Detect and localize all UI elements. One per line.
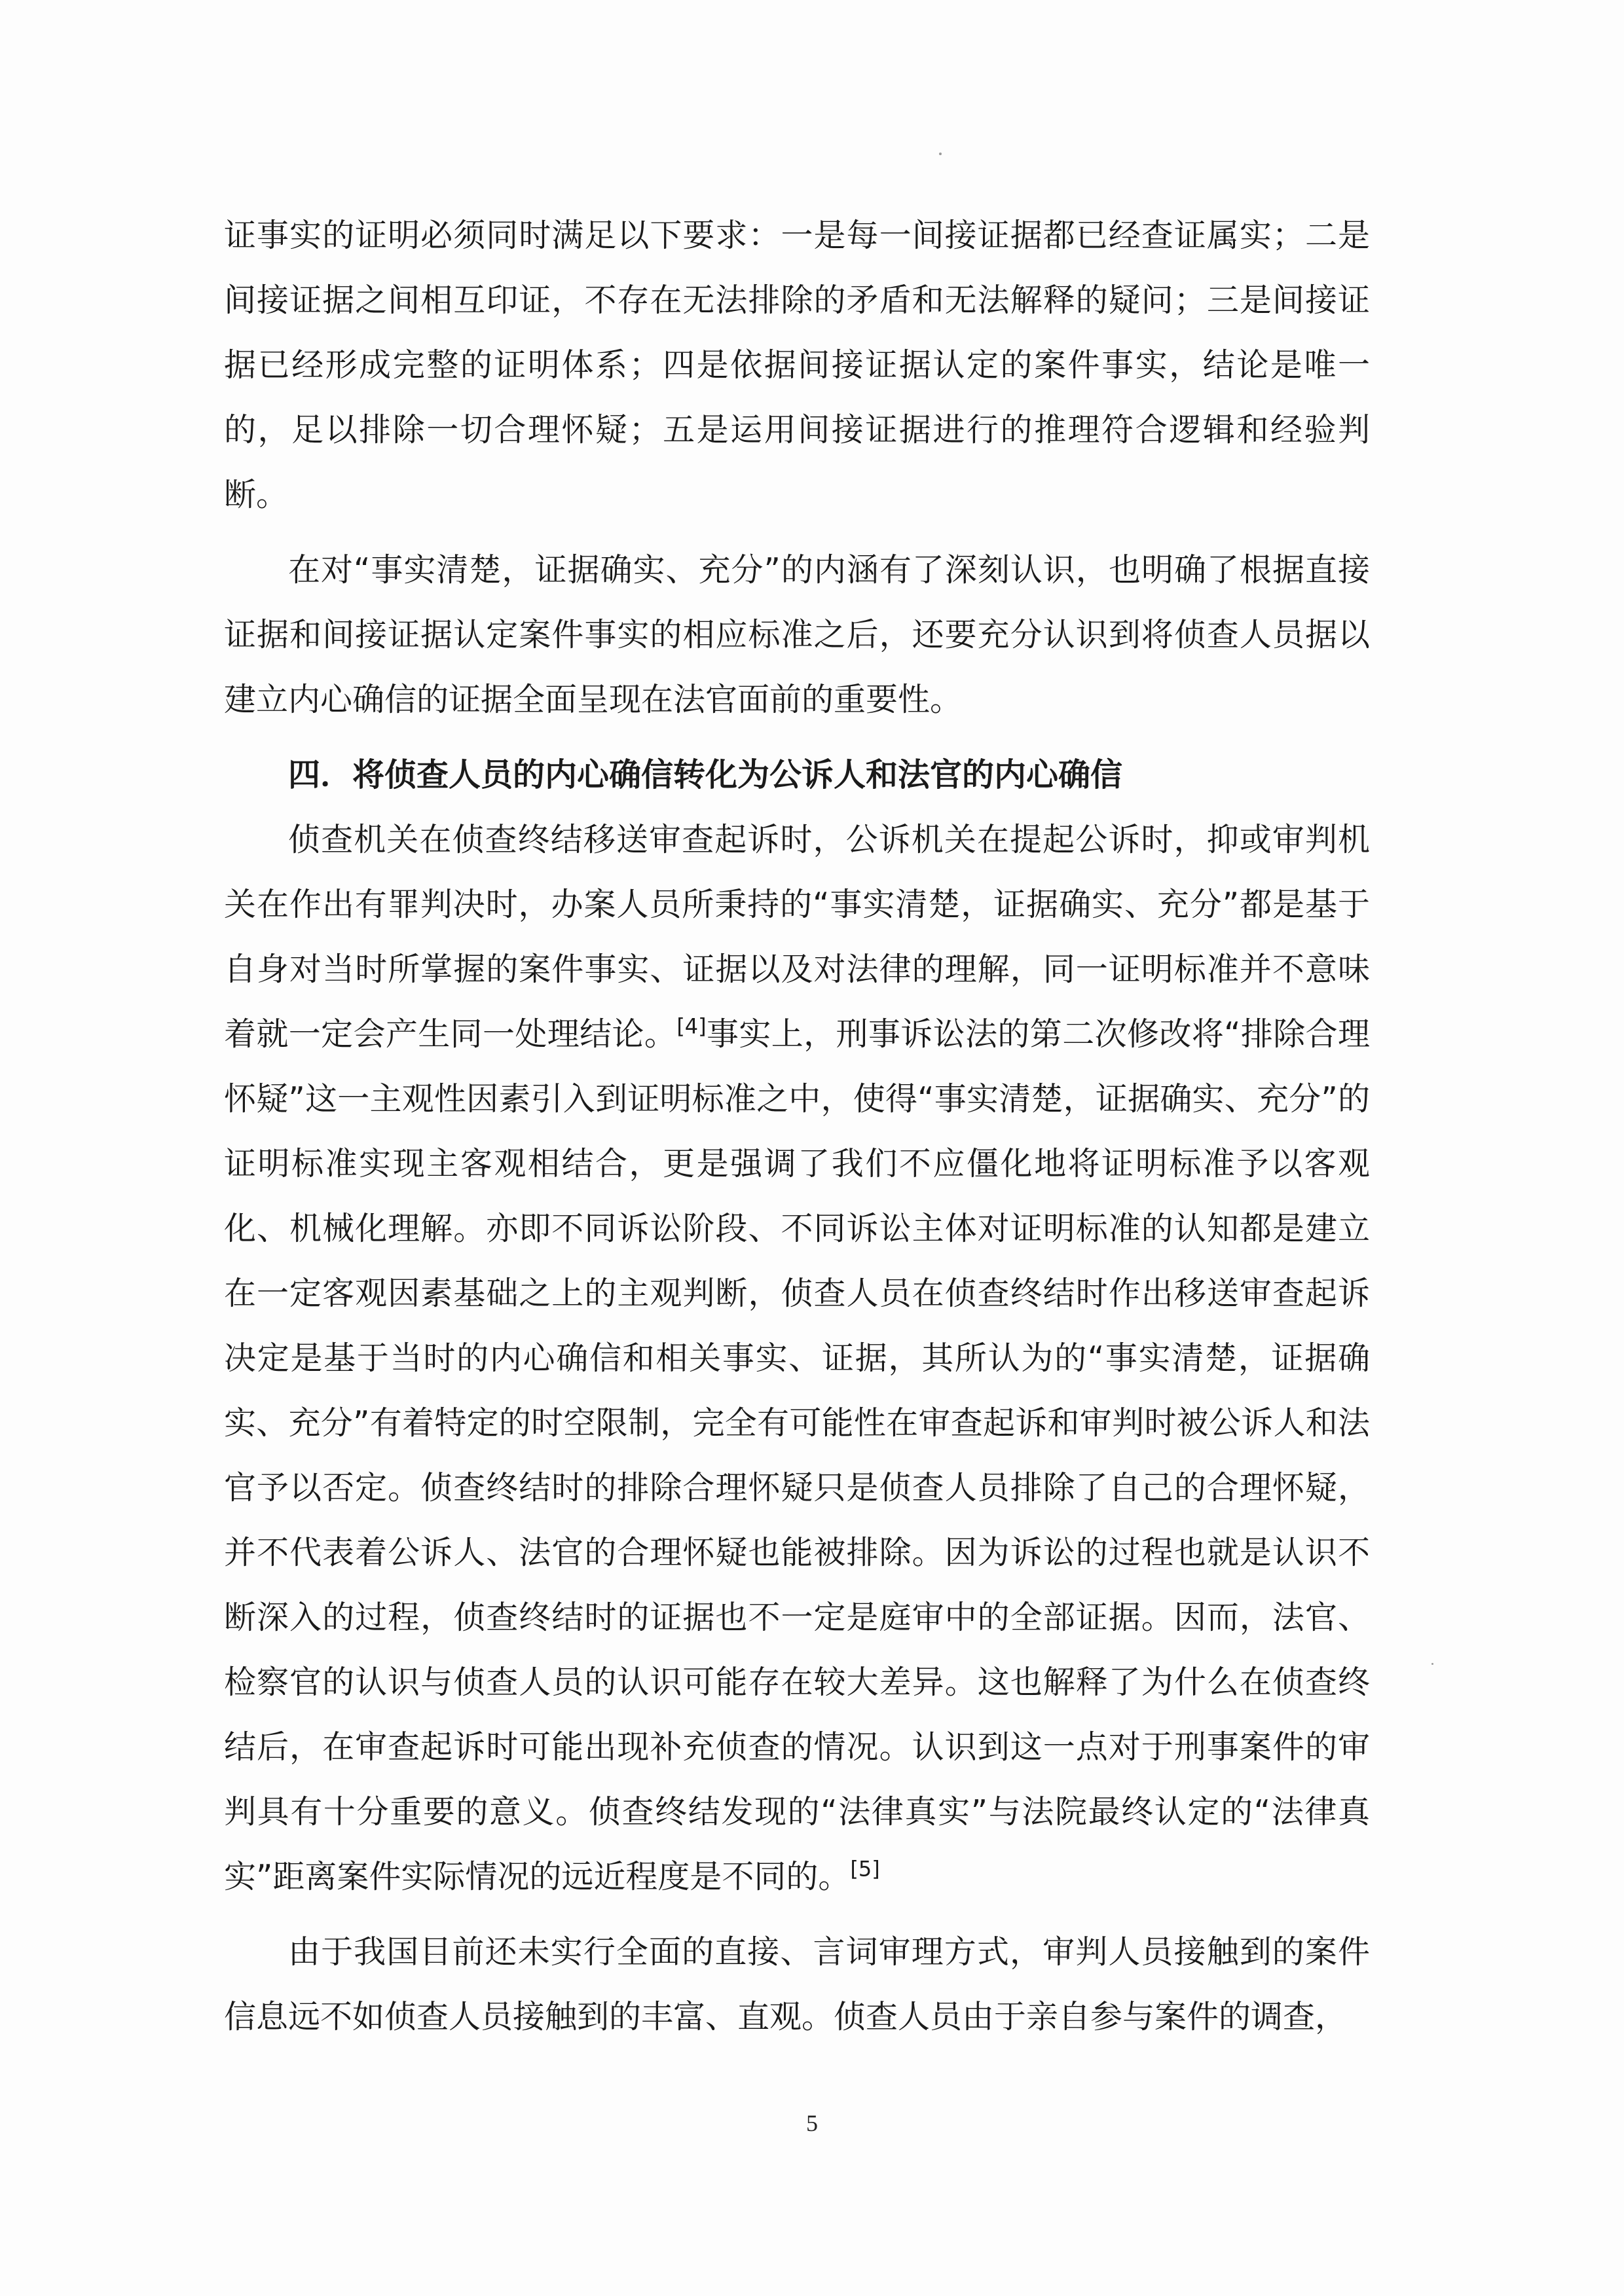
paragraph-text: 事实上，刑事诉讼法的第二次修改将“排除合理怀疑”这一主观性因素引入到证明标准之中，使得“事实清楚，证据确实、充分”的证明标准实现主客观相结合，更是强调了我们不应僵化地将证明标准予以客观化、机械化理解。亦即不同诉讼阶段、不同诉讼主体对证明标准的认知都是建立在一定客观因素基础之上的主观判断，侦查人员在侦查终结时作出移送审查起诉决定是基于当时的内心确信和相关事实、证据，其所认为的“事实清楚，证据确实、充分”有着特定的时空限制，完全有可能性在审查起诉和审判时被公诉人和法官予以否定。侦查终结时的排除合理怀疑只是侦查人员排除了自己的合理怀疑，并不代表着公诉人、法官的合理怀疑也能被排除。因为诉讼的过程也就是认识不断深入的过程，侦查终结时的证据也不一定是庭审中的全部证据。因而，法官、检察官的认识与侦查人员的认识可能存在较大差异。这也解释了为什么在侦查终结后，在审查起诉时可能出现补充侦查的情况。认识到这一点对于刑事案件的审判具有十分重要的意义。侦查终结发现的“法律真实”与法院最终认定的“法律真实”距离案件实际情况的远近程度是不同的。 (224, 1015, 1370, 1895)
paragraph-investigation-conviction (224, 807, 1370, 1909)
paragraph-text: 侦查机关在侦查终结移送审查起诉时，公诉机关在提起公诉时，抑或审判机关在作出有罪判决时，办案人员所秉持的“事实清楚，证据确实、充分”都是基于自身对当时所掌握的案件事实、证据以及对法律的理解，同一证明标准并不意味着就一定会产生同一处理结论。 (224, 821, 1370, 1053)
paragraph-continuation: 证事实的证明必须同时满足以下要求：一是每一间接证据都已经查证属实；二是间接证据之间相互印证，不存在无法排除的矛盾和无法解释的疑问；三是间接证据已经形成完整的证明体系；四是依据间接证据认定的案件事实，结论是唯一的，足以排除一切合理怀疑；五是运用间接证据进行的推理符合逻辑和经验判断。 (224, 217, 1370, 513)
footnote-ref-5: [5] (850, 1856, 880, 1882)
footnote-ref-4: [4] (676, 1013, 707, 1039)
document-body (224, 203, 1370, 2049)
paragraph-standard-summary: 在对“事实清楚，证据确实、充分”的内涵有了深刻认识，也明确了根据直接证据和间接证据认定案件事实的相应标准之后，还要充分认识到将侦查人员据以建立内心确信的证据全面呈现在法官面前的重要性。 (224, 551, 1370, 718)
section-heading: 四．将侦查人员的内心确信转化为公诉人和法官的内心确信 (288, 756, 1123, 793)
paragraph-trial-information: 由于我国目前还未实行全面的直接、言词审理方式，审判人员接触到的案件信息远不如侦查人员接触到的丰富、直观。侦查人员由于亲自参与案件的调查， (224, 1933, 1370, 2035)
scan-speck (1431, 1663, 1433, 1665)
page-number: 5 (806, 2110, 818, 2136)
scan-speck (939, 153, 942, 155)
